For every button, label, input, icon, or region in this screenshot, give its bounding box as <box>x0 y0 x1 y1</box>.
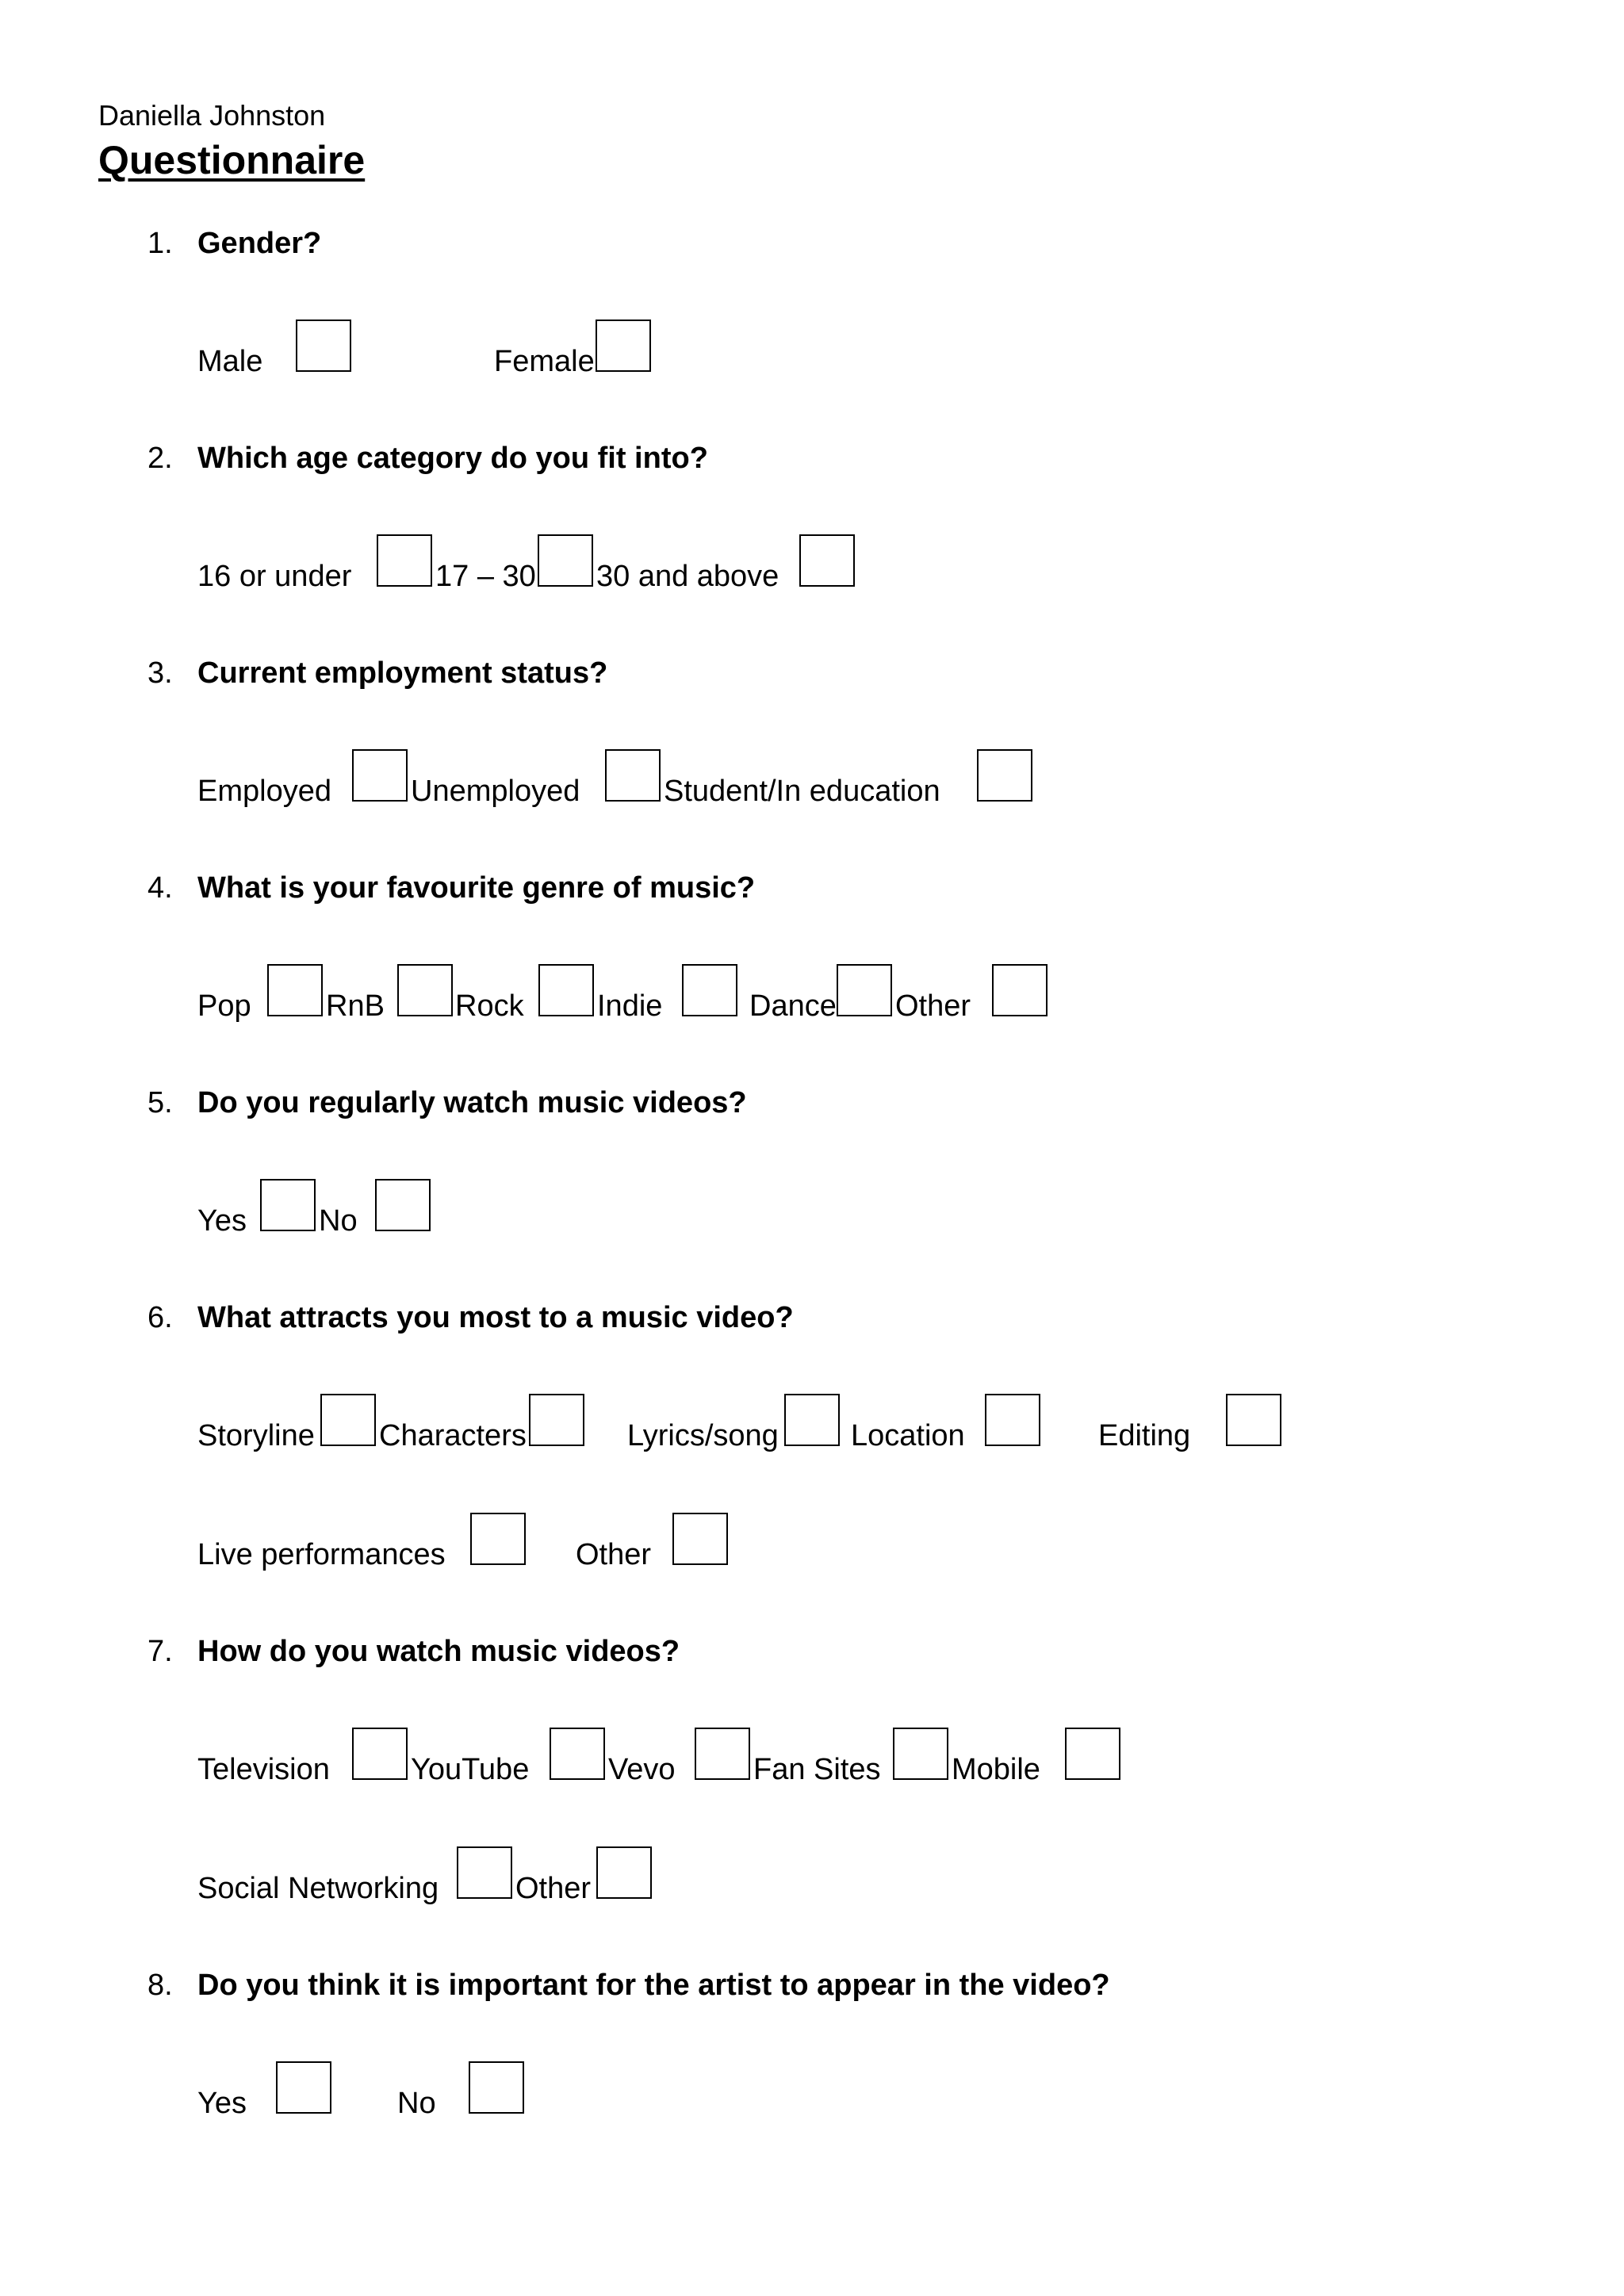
checkbox-artist-yes[interactable] <box>276 2061 331 2114</box>
page-title: Questionnaire <box>98 138 366 182</box>
question-3-text: Current employment status? <box>197 656 608 690</box>
option-label-attracts-other: Other <box>576 1538 652 1571</box>
question-1-text: Gender? <box>197 227 322 260</box>
checkbox-vevo[interactable] <box>695 1728 750 1780</box>
question-5-number: 5. <box>147 1086 173 1119</box>
checkbox-rnb[interactable] <box>397 964 453 1016</box>
checkbox-characters[interactable] <box>529 1394 584 1446</box>
checkbox-artist-no[interactable] <box>469 2061 524 2114</box>
question-2-text: Which age category do you fit into? <box>197 442 708 475</box>
option-label-television: Television <box>197 1753 330 1786</box>
question-8-number: 8. <box>147 1969 173 2002</box>
question-4-text: What is your favourite genre of music? <box>197 871 756 905</box>
option-label-storyline: Storyline <box>197 1419 315 1452</box>
option-label-unemployed: Unemployed <box>411 775 580 808</box>
checkbox-lyrics-song[interactable] <box>784 1394 840 1446</box>
option-label-17-30: 17 – 30 <box>435 560 536 593</box>
checkbox-unemployed[interactable] <box>605 749 661 802</box>
checkbox-male[interactable] <box>296 320 351 372</box>
question-1-number: 1. <box>147 227 173 260</box>
option-label-pop: Pop <box>197 989 251 1023</box>
option-label-watch-no: No <box>319 1204 358 1238</box>
checkbox-mobile[interactable] <box>1065 1728 1120 1780</box>
option-label-social-networking: Social Networking <box>197 1872 439 1905</box>
author-name: Daniella Johnston <box>98 99 326 132</box>
checkbox-female[interactable] <box>596 320 651 372</box>
option-label-employed: Employed <box>197 775 331 808</box>
checkbox-social-networking[interactable] <box>457 1846 512 1899</box>
option-label-lyrics-song: Lyrics/song <box>627 1419 779 1452</box>
option-label-artist-yes: Yes <box>197 2087 247 2120</box>
question-4-number: 4. <box>147 871 173 905</box>
option-label-female: Female <box>494 345 595 378</box>
checkbox-attracts-other[interactable] <box>672 1513 728 1565</box>
option-label-watch-other: Other <box>515 1872 592 1905</box>
option-label-location: Location <box>851 1419 965 1452</box>
checkbox-student[interactable] <box>977 749 1032 802</box>
option-label-indie: Indie <box>597 989 663 1023</box>
checkbox-17-30[interactable] <box>538 534 593 587</box>
option-label-fan-sites: Fan Sites <box>753 1753 881 1786</box>
question-8-text: Do you think it is important for the artist to appear in the video? <box>197 1969 1110 2002</box>
checkbox-rock[interactable] <box>538 964 594 1016</box>
question-6-number: 6. <box>147 1301 173 1334</box>
checkbox-watch-yes[interactable] <box>260 1179 316 1231</box>
option-label-rock: Rock <box>455 989 524 1023</box>
question-2-number: 2. <box>147 442 173 475</box>
checkbox-location[interactable] <box>985 1394 1040 1446</box>
checkbox-30-and-above[interactable] <box>799 534 855 587</box>
option-label-editing: Editing <box>1098 1419 1191 1452</box>
question-5-text: Do you regularly watch music videos? <box>197 1086 747 1119</box>
checkbox-youtube[interactable] <box>550 1728 605 1780</box>
checkbox-employed[interactable] <box>352 749 408 802</box>
checkbox-watch-other[interactable] <box>596 1846 652 1899</box>
question-7-text: How do you watch music videos? <box>197 1635 680 1668</box>
option-label-characters: Characters <box>379 1419 527 1452</box>
question-3-number: 3. <box>147 656 173 690</box>
option-label-30-and-above: 30 and above <box>596 560 779 593</box>
checkbox-pop[interactable] <box>267 964 323 1016</box>
option-label-male: Male <box>197 345 263 378</box>
checkbox-dance[interactable] <box>837 964 892 1016</box>
option-label-watch-yes: Yes <box>197 1204 247 1238</box>
option-label-dance: Dance <box>749 989 837 1023</box>
option-label-student: Student/In education <box>664 775 940 808</box>
option-label-genre-other: Other <box>895 989 971 1023</box>
checkbox-genre-other[interactable] <box>992 964 1048 1016</box>
checkbox-fan-sites[interactable] <box>893 1728 948 1780</box>
question-7-number: 7. <box>147 1635 173 1668</box>
checkbox-16-or-under[interactable] <box>377 534 432 587</box>
option-label-16-or-under: 16 or under <box>197 560 352 593</box>
option-label-live-performances: Live performances <box>197 1538 446 1571</box>
option-label-youtube: YouTube <box>411 1753 530 1786</box>
question-6-text: What attracts you most to a music video? <box>197 1301 794 1334</box>
checkbox-editing[interactable] <box>1226 1394 1281 1446</box>
checkbox-indie[interactable] <box>682 964 737 1016</box>
checkbox-live-performances[interactable] <box>470 1513 526 1565</box>
checkbox-watch-no[interactable] <box>375 1179 431 1231</box>
option-label-artist-no: No <box>397 2087 436 2120</box>
checkbox-television[interactable] <box>352 1728 408 1780</box>
option-label-vevo: Vevo <box>608 1753 676 1786</box>
option-label-mobile: Mobile <box>952 1753 1040 1786</box>
option-label-rnb: RnB <box>326 989 385 1023</box>
checkbox-storyline[interactable] <box>320 1394 376 1446</box>
